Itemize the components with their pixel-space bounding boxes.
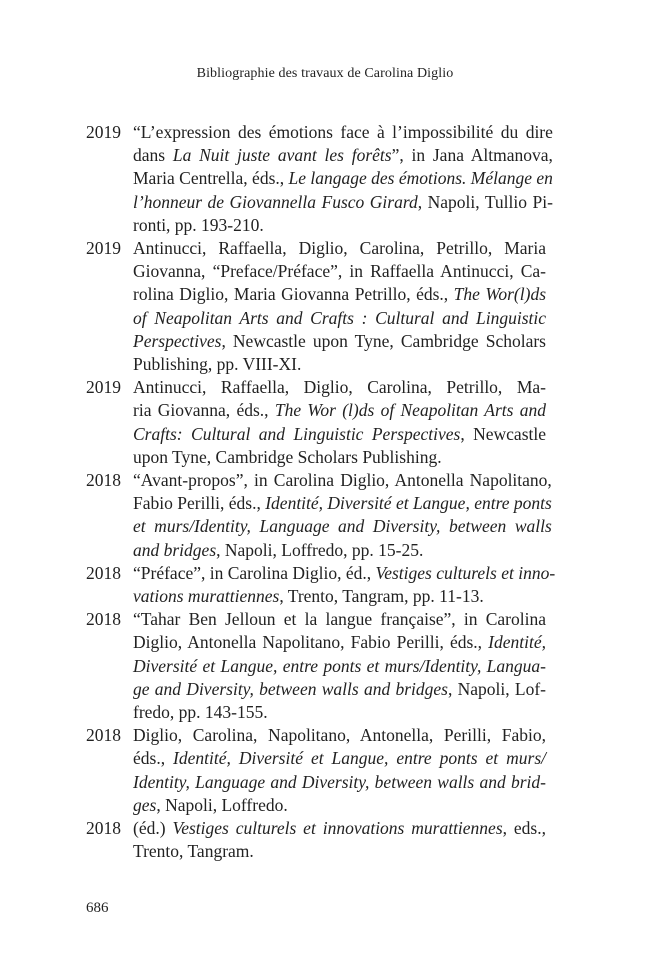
entry-line bbox=[133, 724, 546, 747]
running-head: Bibliographie des travaux de Carolina Diglio bbox=[196, 66, 454, 81]
entry-line bbox=[133, 167, 553, 190]
entry-text bbox=[133, 608, 546, 724]
citation-text: “Préface”, in Carolina Diglio, éd., bbox=[133, 562, 376, 583]
entry-year: 2018 bbox=[86, 470, 121, 491]
bibliography-list bbox=[86, 121, 556, 864]
citation-text: Antinucci, Raffaella, Diglio, Carolina, Petrillo, Ma- bbox=[133, 377, 546, 398]
citation-text: Diglio, Carolina, Napolitano, Antonella, Perilli, Fabio, bbox=[133, 725, 546, 746]
bibliography-entry bbox=[86, 562, 556, 608]
citation-text: Trento, Tangram. bbox=[133, 841, 254, 862]
citation-text: éds., bbox=[133, 748, 174, 769]
entry-line bbox=[133, 585, 555, 608]
entry-line bbox=[133, 794, 546, 817]
citation-text: , Napoli, Tullio Pi- bbox=[417, 191, 553, 212]
citation-text: Fabio Perilli, éds., bbox=[133, 493, 266, 514]
citation-text: Maria Centrella, éds., bbox=[133, 168, 289, 189]
citation-text: “L’expression des émotions face à l’impossibilité du dire bbox=[133, 122, 553, 142]
entry-year: 2018 bbox=[86, 562, 121, 583]
entry-line bbox=[133, 446, 546, 469]
entry-line bbox=[133, 539, 552, 562]
entry-text bbox=[133, 724, 546, 817]
entry-line bbox=[133, 237, 546, 260]
citation-text: , Napoli, Lof- bbox=[447, 678, 546, 699]
italic-title-text: Identité, Diversité et Langue, entre ponts bbox=[265, 493, 552, 514]
entry-line bbox=[133, 214, 553, 237]
italic-title-text: Perspectives bbox=[133, 330, 222, 351]
entry-line bbox=[133, 747, 546, 770]
entry-text bbox=[133, 237, 546, 376]
entry-year: 2019 bbox=[86, 238, 121, 259]
italic-title-text: Crafts: Cultural and Linguistic Perspectives bbox=[133, 423, 461, 444]
entry-line bbox=[133, 817, 546, 840]
bibliography-entry bbox=[86, 724, 546, 817]
italic-title-text: Vestiges culturels et inno- bbox=[375, 562, 556, 583]
citation-text: ria Giovanna, éds., bbox=[133, 400, 275, 421]
citation-text: upon Tyne, Cambridge Scholars Publishing. bbox=[133, 446, 442, 467]
entry-line bbox=[133, 353, 546, 376]
italic-title-text: et murs/Identity, Language and Diversity, between walls bbox=[133, 516, 552, 537]
citation-text: , eds., bbox=[502, 818, 546, 839]
entry-text bbox=[133, 121, 553, 237]
bibliography-entry bbox=[86, 817, 546, 863]
entry-line bbox=[133, 469, 552, 492]
italic-title-text: Identité, Diversité et Langue, entre ponts et murs/ bbox=[173, 748, 546, 769]
citation-text: “Tahar Ben Jelloun et la langue française”, in Carolina bbox=[133, 609, 546, 630]
italic-title-text: ges bbox=[133, 794, 157, 815]
entry-line bbox=[133, 144, 553, 167]
entry-text bbox=[133, 562, 555, 608]
citation-text: dans bbox=[133, 145, 173, 166]
italic-title-text: Diversité et Langue, entre ponts et murs/Identity, Langua- bbox=[133, 655, 546, 676]
italic-title-text: Vestiges culturels et innovations murattiennes bbox=[172, 818, 503, 839]
entry-line bbox=[133, 608, 546, 631]
entry-year: 2018 bbox=[86, 609, 121, 630]
entry-line bbox=[133, 423, 546, 446]
entry-year: 2018 bbox=[86, 818, 121, 839]
entry-line bbox=[133, 307, 546, 330]
entry-line bbox=[133, 515, 552, 538]
citation-text: Antinucci, Raffaella, Diglio, Carolina, Petrillo, Maria bbox=[133, 238, 546, 259]
entry-line bbox=[133, 771, 546, 794]
citation-text: , Newcastle upon Tyne, Cambridge Scholars bbox=[221, 330, 546, 351]
entry-line bbox=[133, 330, 546, 353]
entry-line bbox=[133, 701, 546, 724]
italic-title-text: Le langage des émotions. Mélange en bbox=[288, 168, 553, 189]
italic-title-text: The Wor (l)ds of Neapolitan Arts and bbox=[274, 400, 546, 421]
citation-text: ”, in Jana Altmanova, bbox=[391, 145, 553, 166]
entry-line bbox=[133, 655, 546, 678]
entry-line bbox=[133, 260, 546, 283]
italic-title-text: Identité, bbox=[488, 632, 546, 653]
citation-text: , Trento, Tangram, pp. 11-13. bbox=[279, 586, 484, 607]
entry-line bbox=[133, 492, 552, 515]
italic-title-text: ge and Diversity, between walls and bridges bbox=[133, 678, 448, 699]
entry-line bbox=[133, 399, 546, 422]
italic-title-text: and bridges bbox=[133, 539, 217, 560]
italic-title-text: La Nuit juste avant les forêts bbox=[172, 145, 392, 166]
citation-text: , Napoli, Loffredo, pp. 15-25. bbox=[216, 539, 424, 560]
entry-line bbox=[133, 678, 546, 701]
entry-text bbox=[133, 469, 552, 562]
bibliography-entry bbox=[86, 376, 546, 469]
entry-line bbox=[133, 562, 555, 585]
italic-title-text: of Neapolitan Arts and Crafts : Cultural and Linguistic bbox=[133, 307, 546, 328]
bibliography-entry bbox=[86, 237, 546, 376]
entry-text bbox=[133, 817, 546, 863]
citation-text: rolina Diglio, Maria Giovanna Petrillo, éds., bbox=[133, 284, 454, 305]
entry-line bbox=[133, 191, 553, 214]
italic-title-text: vations murattiennes bbox=[133, 586, 280, 607]
citation-text: Diglio, Antonella Napolitano, Fabio Perilli, éds., bbox=[133, 632, 489, 653]
entry-line bbox=[133, 376, 546, 399]
entry-line bbox=[133, 121, 553, 144]
citation-text: (éd.) bbox=[133, 818, 173, 839]
entry-text bbox=[133, 376, 546, 469]
citation-text: fredo, pp. 143-155. bbox=[133, 702, 268, 723]
italic-title-text: Identity, Language and Diversity, between walls and brid- bbox=[133, 771, 546, 792]
bibliography-entry bbox=[86, 121, 553, 237]
entry-line bbox=[133, 631, 546, 654]
entry-line bbox=[133, 283, 546, 306]
citation-text: , Napoli, Loffredo. bbox=[156, 794, 288, 815]
entry-year: 2018 bbox=[86, 725, 121, 746]
entry-year: 2019 bbox=[86, 122, 121, 142]
citation-text: “Avant-propos”, in Carolina Diglio, Antonella Napolitano, bbox=[133, 470, 552, 491]
bibliography-entry bbox=[86, 608, 546, 724]
citation-text: ronti, pp. 193-210. bbox=[133, 214, 264, 235]
italic-title-text: The Wor(l)ds bbox=[453, 284, 547, 305]
entry-year: 2019 bbox=[86, 377, 121, 398]
italic-title-text: l’honneur de Giovannella Fusco Girard bbox=[133, 191, 418, 212]
page-number: 686 bbox=[86, 900, 109, 916]
citation-text: Giovanna, “Preface/Préface”, in Raffaella Antinucci, Ca- bbox=[133, 261, 546, 282]
entry-line bbox=[133, 840, 546, 863]
citation-text: Publishing, pp. VIII-XI. bbox=[133, 354, 302, 375]
citation-text: , Newcastle bbox=[460, 423, 546, 444]
bibliography-entry bbox=[86, 469, 552, 562]
